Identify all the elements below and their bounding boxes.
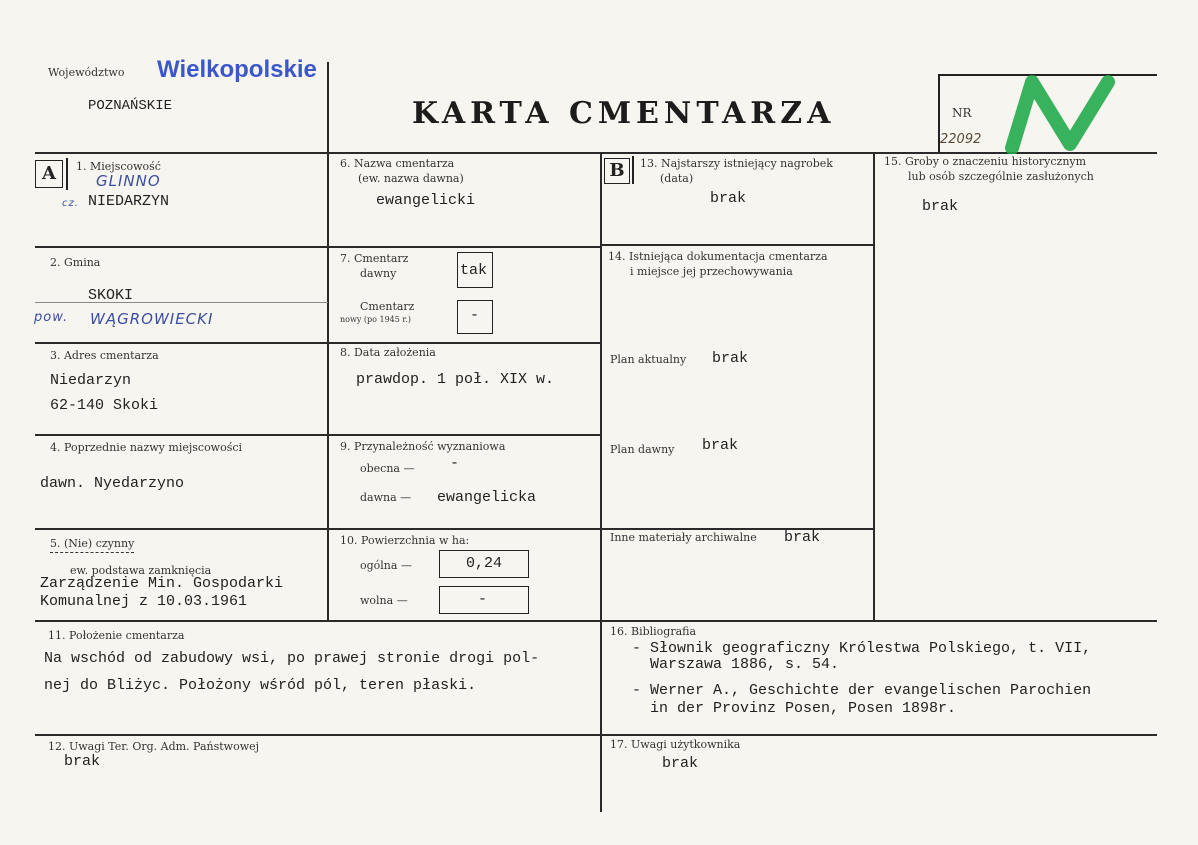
field-11-line2: nej do Bliżyc. Położony wśród pól, teren płaski. <box>44 677 477 694</box>
field-15-label: 15. Groby o znaczeniu historycznym <box>884 155 1087 168</box>
field-2-value: SKOKI <box>88 287 134 304</box>
bibliography-item-1-line1: - Słownik geograficzny Królestwa Polskiego, t. VII, <box>632 640 1092 657</box>
field-5-line1: Zarządzenie Min. Gospodarki <box>40 575 284 592</box>
field-4-label: 4. Poprzednie nazwy miejscowości <box>50 441 243 454</box>
field-10-wolna-box: - <box>439 586 529 614</box>
field-9-dawna-value: ewangelicka <box>437 489 537 506</box>
bibliography-item-2-line1: - Werner A., Geschichte der evangelischen Parochien <box>632 682 1092 699</box>
green-mark-stamp <box>1000 72 1120 154</box>
nr-value: 22092 <box>940 132 982 147</box>
plan-dawny-label: Plan dawny <box>610 443 675 456</box>
field-10-label: 10. Powierzchnia w ha: <box>340 534 470 547</box>
field-13-label: 13. Najstarszy istniejący nagrobek <box>640 157 833 170</box>
field-9-obecna: obecna — <box>360 462 415 475</box>
field-14-label: 14. Istniejąca dokumentacja cmentarza <box>608 250 828 263</box>
field-9-label: 9. Przynależność wyznaniowa <box>340 440 506 453</box>
field-3-line2: 62-140 Skoki <box>50 397 159 414</box>
wojewodztwo-old: POZNAŃSKIE <box>88 98 173 114</box>
bibliography-item-1-line2: Warszawa 1886, s. 54. <box>650 656 840 673</box>
field-2-hand-prefix: pow. <box>34 310 69 325</box>
field-14-sub: i miejsce jej przechowywania <box>630 265 793 278</box>
plan-aktualny-value: brak <box>712 350 749 367</box>
field-10-wolna: wolna — <box>360 594 408 607</box>
field-1-value: NIEDARZYN <box>88 193 170 210</box>
field-4-value: dawn. Nyedarzyno <box>40 475 185 492</box>
field-12-label: 12. Uwagi Ter. Org. Adm. Państwowej <box>48 740 260 753</box>
section-a-badge: A <box>35 160 63 188</box>
wojewodztwo-stamp: Wielkopolskie <box>157 56 317 83</box>
wojewodztwo-label: Województwo <box>48 66 125 79</box>
field-8-value: prawdop. 1 poł. XIX w. <box>356 371 555 388</box>
green-checkmark-icon <box>1000 72 1120 154</box>
field-15-sub: lub osób szczególnie zasłużonych <box>908 170 1094 183</box>
field-1-handwritten: GLINNO <box>96 172 161 190</box>
field-12-value: brak <box>64 753 101 770</box>
field-9-obecna-value: - <box>450 455 460 472</box>
field-7-cmentarz2: Cmentarz <box>360 300 415 313</box>
field-17-value: brak <box>662 755 699 772</box>
field-2-label: 2. Gmina <box>50 256 101 269</box>
field-8-label: 8. Data założenia <box>340 346 436 359</box>
page-title: KARTA CMENTARZA <box>412 96 836 131</box>
field-7-dawny: dawny <box>360 267 397 280</box>
field-7-label: 7. Cmentarz <box>340 252 409 265</box>
field-13-value: brak <box>710 190 747 207</box>
field-3-label: 3. Adres cmentarza <box>50 349 159 362</box>
field-15-value: brak <box>922 198 959 215</box>
field-7-dawny-box: tak <box>457 252 493 288</box>
field-1-prefix: cz. <box>62 198 79 209</box>
field-17-label: 17. Uwagi użytkownika <box>610 738 741 751</box>
field-9-dawna: dawna — <box>360 491 412 504</box>
field-5-line2: Komunalnej z 10.03.1961 <box>40 593 248 610</box>
field-10-ogolna-box: 0,24 <box>439 550 529 578</box>
inne-label: Inne materiały archiwalne <box>610 531 757 544</box>
field-7-nowy-box: - <box>457 300 493 334</box>
inne-value: brak <box>784 529 821 546</box>
field-3-line1: Niedarzyn <box>50 372 132 389</box>
field-6-sub: (ew. nazwa dawna) <box>358 172 464 185</box>
field-7-nowy: nowy (po 1945 r.) <box>340 315 411 324</box>
bibliography-item-2-line2: in der Provinz Posen, Posen 1898r. <box>650 700 957 717</box>
section-b-badge: B <box>604 158 630 184</box>
field-5-label: 5. (Nie) czynny <box>50 537 134 553</box>
field-11-line1: Na wschód od zabudowy wsi, po prawej stronie drogi pol- <box>44 650 540 667</box>
field-13-sub: (data) <box>660 172 694 185</box>
field-16-label: 16. Bibliografia <box>610 625 697 638</box>
field-10-ogolna: ogólna — <box>360 559 412 572</box>
plan-dawny-value: brak <box>702 437 739 454</box>
field-5-sub: ew. podstawa zamknięcia <box>70 564 212 577</box>
nr-label: NR <box>952 106 972 120</box>
plan-aktualny-label: Plan aktualny <box>610 353 687 366</box>
field-11-label: 11. Położenie cmentarza <box>48 629 185 642</box>
field-1-label: 1. Miejscowość <box>76 160 161 173</box>
field-2-handwritten: WĄGROWIECKI <box>90 310 214 328</box>
field-6-value: ewangelicki <box>376 192 476 209</box>
field-6-label: 6. Nazwa cmentarza <box>340 157 455 170</box>
